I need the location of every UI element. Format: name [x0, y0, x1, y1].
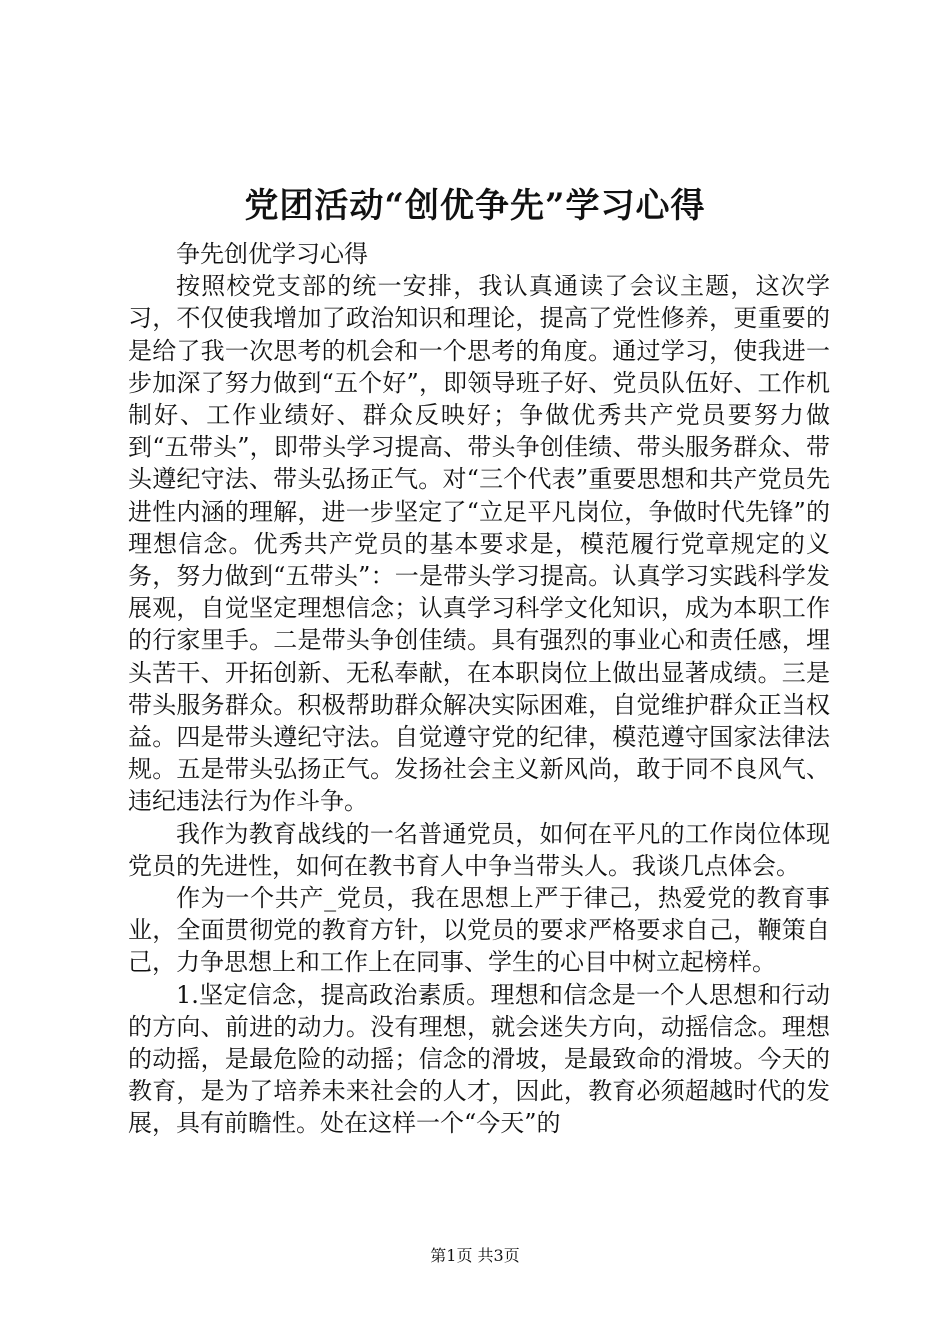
- paragraph: 1.坚定信念，提高政治素质。理想和信念是一个人思想和行动的方向、前进的动力。没有理想，就会迷失方向，动摇信念。理想的动摇，是最危险的动摇；信念的滑坡，是最致命的滑坡。今天的教育，是为了培养未来社会的人才，因此，教育必须超越时代的发展，具有前瞻性。处在这样一个“今天”的: [128, 980, 830, 1138]
- page-number: 第1页 共3页: [430, 1246, 520, 1265]
- paragraph: 按照校党支部的统一安排，我认真通读了会议主题，这次学习，不仅使我增加了政治知识和理论，提高了党性修养，更重要的是给了我一次思考的机会和一个思考的角度。通过学习，使我进一步加深了努力做到“五个好”，即领导班子好、党员队伍好、工作机制好、工作业绩好、群众反映好；争做优秀共产党员要努力做到“五带头”，即带头学习提高、带头争创佳绩、带头服务群众、带头遵纪守法、带头弘扬正气。对“三个代表”重要思想和共产党员先进性内涵的理解，进一步坚定了“立足平凡岗位，争做时代先锋”的理想信念。优秀共产党员的基本要求是，模范履行党章规定的义务，努力做到“五带头”：一是带头学习提高。认真学习实践科学发展观，自觉坚定理想信念；认真学习科学文化知识，成为本职工作的行家里手。二是带头争创佳绩。具有强烈的事业心和责任感，埋头苦干、开拓创新、无私奉献，在本职岗位上做出显著成绩。三是带头服务群众。积极帮助群众解决实际困难，自觉维护群众正当权益。四是带头遵纪守法。自觉遵守党的纪律，模范遵守国家法律法规。五是带头弘扬正气。发扬社会主义新风尚，敢于同不良风气、违纪违法行为作斗争。: [128, 272, 830, 816]
- paragraph: 作为一个共产_党员，我在思想上严于律己，热爱党的教育事业，全面贯彻党的教育方针，以党员的要求严格要求自己，鞭策自己，力争思想上和工作上在同事、学生的心目中树立起榜样。: [128, 884, 830, 977]
- paragraph: 我作为教育战线的一名普通党员，如何在平凡的工作岗位体现党员的先进性，如何在教书育人中争当带头人。我谈几点体会。: [128, 819, 830, 880]
- paragraph-subtitle: 争先创优学习心得: [176, 240, 368, 268]
- document-body: [128, 238, 830, 1140]
- document-title: 党团活动“创优争先”学习心得: [244, 186, 706, 226]
